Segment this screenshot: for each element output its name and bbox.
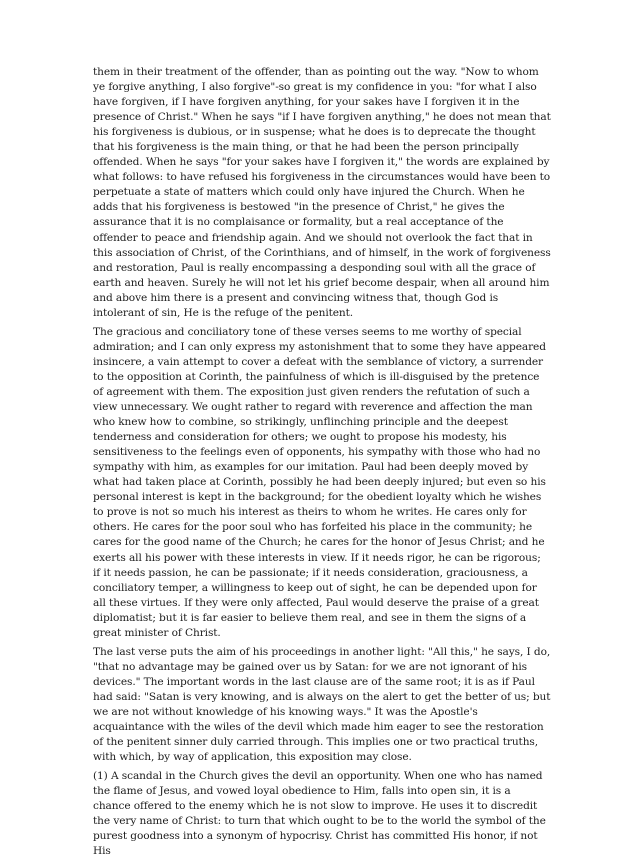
paragraph-scandal: (1) A scandal in the Church gives the devil an opportunity. When one who has named the flame of Jesus, and vowed loyal obedience to Him, falls into open sin, it is a chance offered to the enemy which he is not slow to improve. He uses it to discredit the very name of Christ: to turn that which ought to be to the world the symbol of the purest goodness into a synonym of hypocrisy. Christ has committed His honor, if not His [93, 770, 546, 858]
document-page [93, 65, 551, 863]
paragraph-conciliatory-tone: The gracious and conciliatory tone of these verses seems to me worthy of special admiration; and I can only express my astonishment that to some they have appeared insincere, a vain attempt to cover a defeat with the semblance of victory, a surrender to the opposition at Corinth, the painfulness of which is ill-disguised by the pretence of agreement with them. The exposition just given renders the refutation of such a view unnecessary. We ought rather to regard with reverence and affection the man who knew how to combine, so strikingly, unflinching principle and the deepest tenderness and consideration for others; we ought to propose his modesty, his sensitiveness to the feelings even of opponents, his sympathy with those who had no sympathy with him, as examples for our imitation. Paul had been deeply moved by what had taken place at Corinth, possibly he had been deeply injured; but even so his personal interest is kept in the background; for the obedient loyalty which he wishes to prove is not so much his interest as theirs to whom he writes. He cares only for others. He cares for the poor soul who has forfeited his place in the community; he cares for the good name of the Church; he cares for the honor of Jesus Christ; and he exerts all his power with these interests in view. If it needs rigor, he can be rigorous; if it needs passion, he can be passionate; if it needs consideration, graciousness, a conciliatory temper, a willingness to keep out of sight, he can be depended upon for all these virtues. If they were only affected, Paul would deserve the praise of a great diplomatist; but it is far easier to believe them real, and see in them the signs of a great minister of Christ. [93, 325, 546, 639]
paragraph-forgiveness: them in their treatment of the offender, than as pointing out the way. "Now to whom ye forgive anything, I also forgive"-so great is my confidence in you: "for what I also have forgiven, if I have forgiven anything, for your sakes have I forgiven it in the presence of Christ." When he says "if I have forgiven anything," he does not mean that his forgiveness is dubious, or in suspense; what he does is to deprecate the thought that his forgiveness is the main thing, or that he had been the person principally offended. When he says "for your sakes have I forgiven it," the words are explained by what follows: to have refused his forgiveness in the circumstances would have been to perpetuate a state of matters which could only have injured the Church. When he adds that his forgiveness is bestowed "in the presence of Christ," he gives the assurance that it is no complaisance or formality, but a real acceptance of the offender to peace and friendship again. And we should not overlook the fact that in this association of Christ, of the Corinthians, and of himself, in the work of forgiveness and restoration, Paul is really encompassing a desponding soul with all the grace of earth and heaven. Surely he will not let his grief become despair, when all around him and above him there is a present and convincing witness that, though God is intolerant of sin, He is the refuge of the penitent. [93, 66, 551, 319]
paragraph-last-verse: The last verse puts the aim of his proceedings in another light: "All this," he says, I do, "that no advantage may be gained over us by Satan: for we are not ignorant of his devices." The important words in the last clause are of the same root; it is as if Paul had said: "Satan is very knowing, and is always on the alert to get the better of us; but we are not without knowledge of his knowing ways." It was the Apostle's acquaintance with the wiles of the devil which made him eager to see the restoration of the penitent sinner duly carried through. This implies one or two practical truths, with which, by way of application, this exposition may close. [93, 645, 551, 764]
